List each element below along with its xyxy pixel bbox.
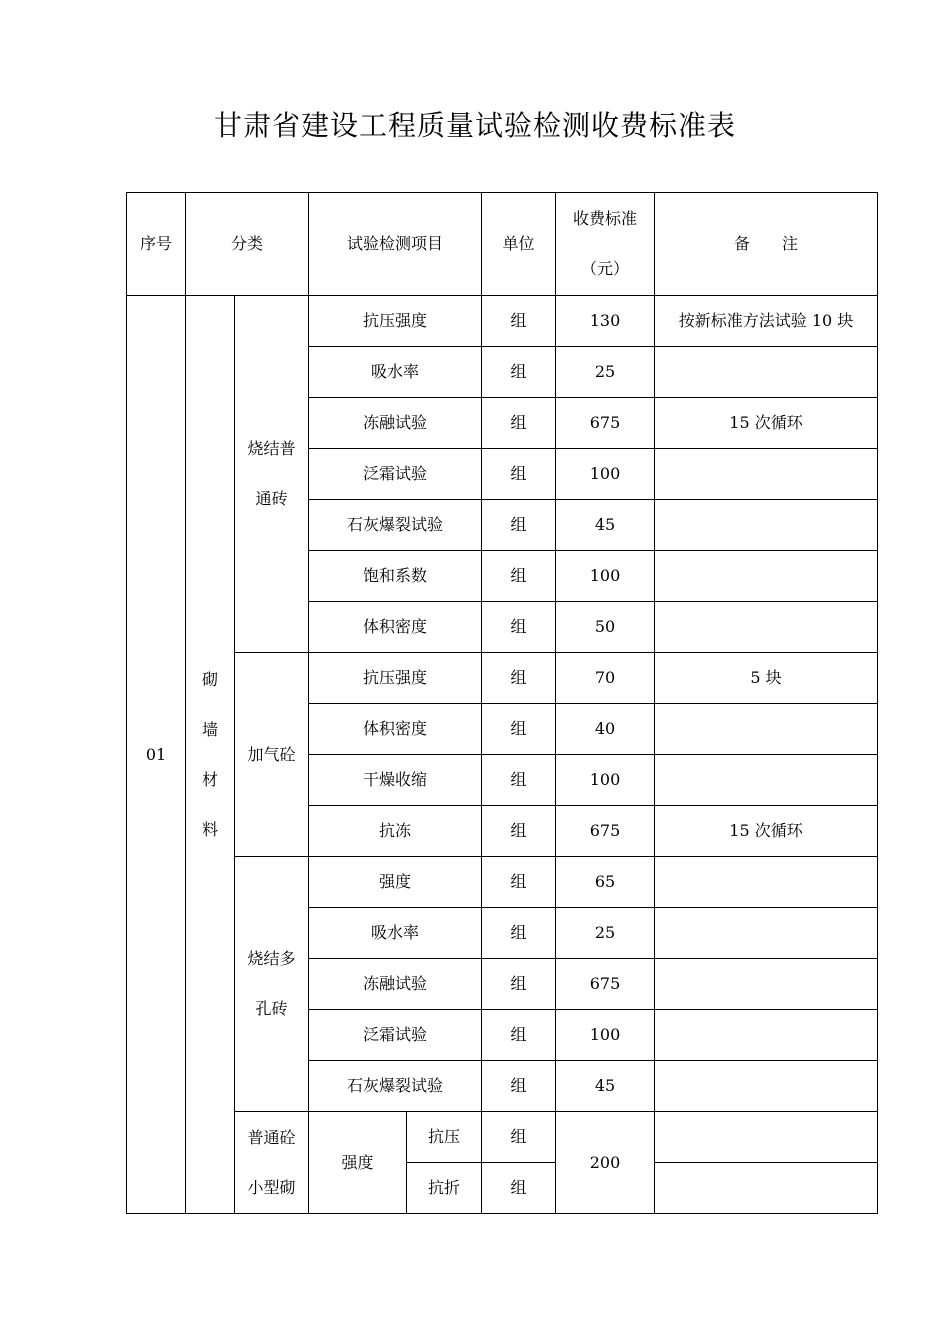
- cell-item: 体积密度: [309, 602, 482, 653]
- cell-fee: 130: [556, 296, 655, 347]
- cell-fee: 50: [556, 602, 655, 653]
- cell-unit: 组: [482, 602, 556, 653]
- cell-unit: 组: [482, 1112, 556, 1163]
- header-unit: 单位: [482, 193, 556, 296]
- cell-fee: 200: [556, 1112, 655, 1214]
- cell-item: 饱和系数: [309, 551, 482, 602]
- cell-unit: 组: [482, 398, 556, 449]
- cell-remark: 5 块: [655, 653, 878, 704]
- cell-item: 强度: [309, 857, 482, 908]
- cell-unit: 组: [482, 347, 556, 398]
- cell-unit: 组: [482, 704, 556, 755]
- cell-unit: 组: [482, 806, 556, 857]
- subcat-porous-brick: 烧结多 孔砖: [235, 857, 309, 1112]
- subcat-small-block: 普通砼 小型砌: [235, 1112, 309, 1214]
- table-row: [127, 1112, 878, 1163]
- cell-fee: 25: [556, 347, 655, 398]
- cell-unit: 组: [482, 857, 556, 908]
- cell-item: 冻融试验: [309, 398, 482, 449]
- cell-remark: [655, 1112, 878, 1163]
- cell-fee: 675: [556, 398, 655, 449]
- cell-remark: [655, 500, 878, 551]
- subcat-ordinary-brick: 烧结普 通砖: [235, 296, 309, 653]
- cell-fee: 40: [556, 704, 655, 755]
- cell-unit: 组: [482, 296, 556, 347]
- cell-remark: 15 次循环: [655, 806, 878, 857]
- cell-item: 抗冻: [309, 806, 482, 857]
- cell-remark: [655, 551, 878, 602]
- cell-remark: [655, 347, 878, 398]
- cell-fee: 100: [556, 1010, 655, 1061]
- cell-item: 泛霜试验: [309, 1010, 482, 1061]
- cell-subitem: 抗折: [407, 1163, 482, 1214]
- header-item: 试验检测项目: [309, 193, 482, 296]
- cell-fee: 675: [556, 959, 655, 1010]
- header-category: 分类: [186, 193, 309, 296]
- cell-item: 抗压强度: [309, 296, 482, 347]
- header-seq: 序号: [127, 193, 186, 296]
- cell-remark: 15 次循环: [655, 398, 878, 449]
- cell-item: 冻融试验: [309, 959, 482, 1010]
- cell-fee: 675: [556, 806, 655, 857]
- group-seq: 01: [127, 296, 186, 1214]
- cell-item: 石灰爆裂试验: [309, 1061, 482, 1112]
- cell-unit: 组: [482, 653, 556, 704]
- table-row: [127, 653, 878, 704]
- cell-unit: 组: [482, 959, 556, 1010]
- cell-fee: 25: [556, 908, 655, 959]
- cell-remark: [655, 704, 878, 755]
- cell-fee: 70: [556, 653, 655, 704]
- cell-fee: 45: [556, 500, 655, 551]
- cell-remark: [655, 449, 878, 500]
- cell-remark: [655, 755, 878, 806]
- cell-subitem: 抗压: [407, 1112, 482, 1163]
- cell-item: 石灰爆裂试验: [309, 500, 482, 551]
- page-title: 甘肃省建设工程质量试验检测收费标准表: [213, 109, 736, 142]
- cell-item: 吸水率: [309, 347, 482, 398]
- cell-unit: 组: [482, 908, 556, 959]
- cell-item: 吸水率: [309, 908, 482, 959]
- cell-unit: 组: [482, 1010, 556, 1061]
- cell-unit: 组: [482, 551, 556, 602]
- cell-item: 抗压强度: [309, 653, 482, 704]
- cell-fee: 65: [556, 857, 655, 908]
- cell-unit: 组: [482, 500, 556, 551]
- cell-remark: [655, 602, 878, 653]
- table-row: [127, 857, 878, 908]
- cell-unit: 组: [482, 755, 556, 806]
- header-fee: 收费标准 （元）: [556, 193, 655, 296]
- cell-item: 体积密度: [309, 704, 482, 755]
- cell-remark: 按新标准方法试验 10 块: [655, 296, 878, 347]
- header-remark: 备 注: [655, 193, 878, 296]
- cell-remark: [655, 959, 878, 1010]
- cell-item-group: 强度: [309, 1112, 407, 1214]
- cell-unit: 组: [482, 1061, 556, 1112]
- cell-remark: [655, 857, 878, 908]
- cell-remark: [655, 908, 878, 959]
- cell-unit: 组: [482, 1163, 556, 1214]
- table-row: [127, 296, 878, 347]
- cell-fee: 100: [556, 449, 655, 500]
- group-category: 砌 墙 材 料: [186, 296, 235, 1214]
- cell-fee: 100: [556, 755, 655, 806]
- cell-remark: [655, 1010, 878, 1061]
- cell-remark: [655, 1163, 878, 1214]
- subcat-aerated-concrete: 加气砼: [235, 653, 309, 857]
- cell-remark: [655, 1061, 878, 1112]
- table-header-row: [127, 193, 878, 296]
- fee-standard-table: [126, 192, 878, 1214]
- cell-fee: 100: [556, 551, 655, 602]
- cell-unit: 组: [482, 449, 556, 500]
- cell-fee: 45: [556, 1061, 655, 1112]
- cell-item: 干燥收缩: [309, 755, 482, 806]
- cell-item: 泛霜试验: [309, 449, 482, 500]
